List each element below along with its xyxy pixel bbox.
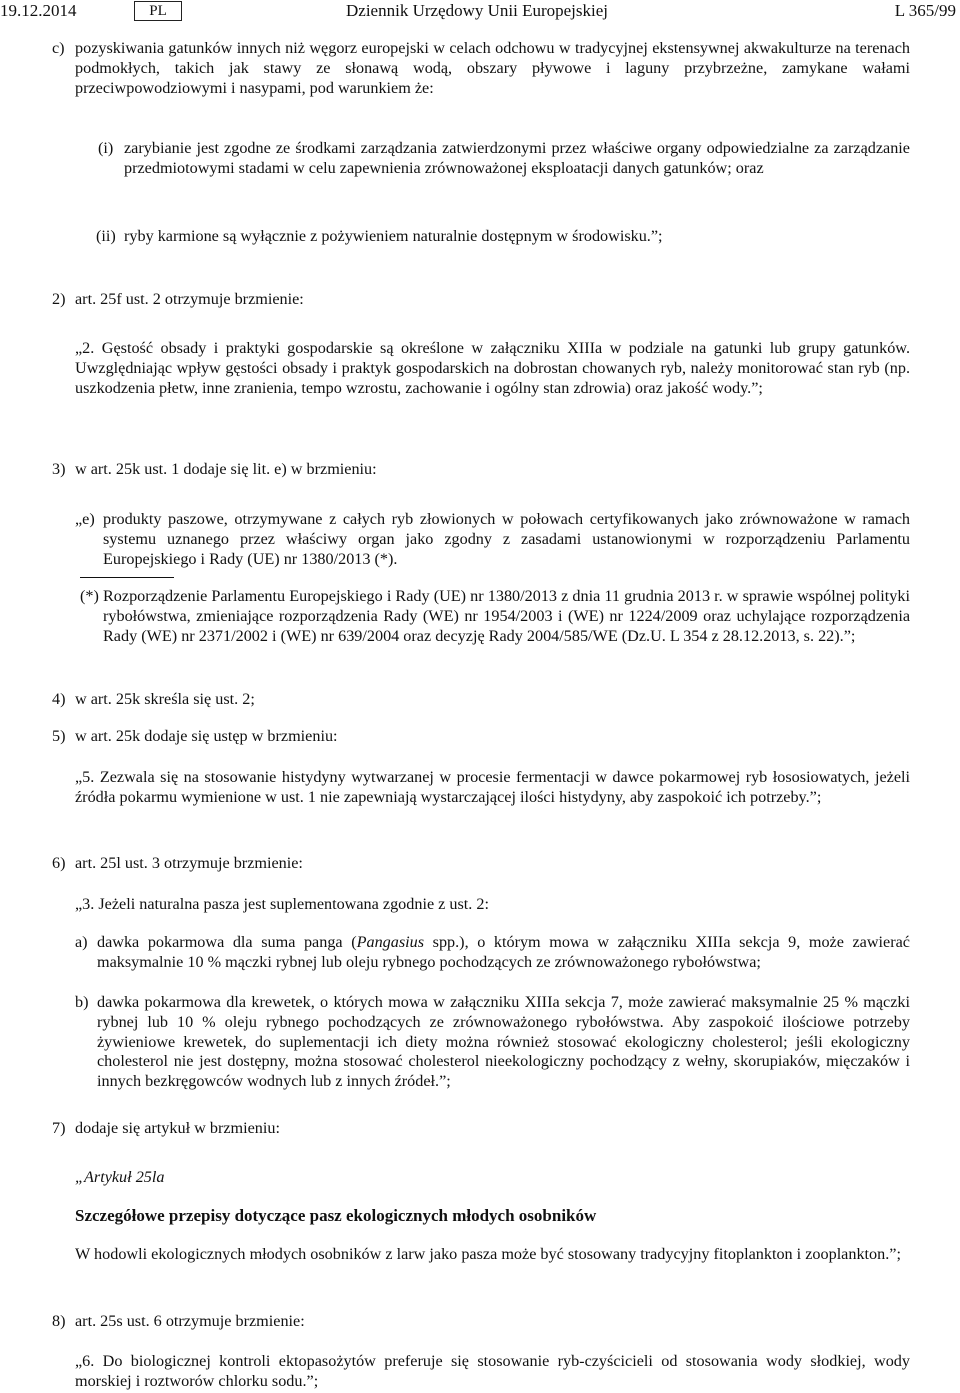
point-6-a-pre: dawka pokarmowa dla suma panga ( [97,933,357,951]
point-8-label: 8) [52,1312,66,1330]
article-body: W hodowli ekologicznych młodych osobników z larw jako pasza może być stosowany tradycyjny fitoplankton i zooplankton.”; [75,1245,901,1263]
page-header [0,0,960,24]
article-title: „Artykuł 25la [75,1168,165,1186]
publication-date: 19.12.2014 [0,1,77,20]
point-6-a-text [97,933,910,973]
point-8-quote: „6. Do biologicznej kontroli ektopasożytów preferuje się stosowanie ryb-czyścicieli od stosowania wody słodkiej, wody morskiej i roztworów chlorku sodu.”; [75,1352,910,1390]
point-6-label: 6) [52,854,66,872]
item-i-text: zarybianie jest zgodne ze środkami zarządzania zatwierdzonymi przez właściwe organy odpowiedzialne za zarządzanie przedmiotowymi stadami w celu zapewnienia zrównoważonej eksploatacji danych gatunków; oraz [124,139,910,177]
language-badge: PL [134,1,182,21]
point-5-text: w art. 25k dodaje się ustęp w brzmieniu: [75,727,338,745]
point-2-text: art. 25f ust. 2 otrzymuje brzmienie: [75,290,304,308]
footnote-text: Rozporządzenie Parlamentu Europejskiego i Rady (UE) nr 1380/2013 z dnia 11 grudnia 2013 r. w sprawie wspólnej polityki rybołówstwa, zmieniające rozporządzenia Rady (WE) nr 1954/2003 i (WE) nr 1224/2009 oraz uchylające rozporządzenia Rady (WE) nr 2371/2002 i (WE) nr 639/2004 oraz decyzję Rady 2004/585/WE (Dz.U. L 354 z 28.12.2013, s. 22).”; [103,587,910,645]
point-3-text: w art. 25k ust. 1 dodaje się lit. e) w brzmieniu: [75,460,377,478]
footnote-separator [80,577,174,578]
item-c-text: pozyskiwania gatunków innych niż węgorz europejski w celach odchowu w tradycyjnej ekstensywnej akwakulturze na terenach podmokłych, takich jak stawy ze słonawą wodą, obszary pływowe i laguny przybrzeżne, zamykane wałami przeciwpowodziowymi i nasypami, pod warunkiem że: [75,39,910,97]
point-6-quote: „3. Jeżeli naturalna pasza jest suplementowana zgodnie z ust. 2: [75,895,489,913]
item-ii-text: ryby karmione są wyłącznie z pożywieniem naturalnie dostępnym w środowisku.”; [124,227,663,245]
point-3-quote-label: „e) [75,510,95,528]
item-c-label: c) [52,39,65,57]
point-8-text: art. 25s ust. 6 otrzymuje brzmienie: [75,1312,305,1330]
point-4-label: 4) [52,690,66,708]
point-4-text: w art. 25k skreśla się ust. 2; [75,690,255,708]
point-6-a-label: a) [75,933,88,951]
point-5-quote: „5. Zezwala się na stosowanie histydyny wytwarzanej w procesie fermentacji w dawce pokarmowej ryb łososiowatych, jeżeli źródła pokarmu wymienione w ust. 1 nie zapewniają wystarczającej ilości histydyny, aby zaspokoić ich potrzeby.”; [75,768,910,806]
page-number: L 365/99 [894,1,956,20]
point-6-a-species: Pangasius [356,933,425,951]
point-2-quote: „2. Gęstość obsady i praktyki gospodarskie są określone w załączniku XIIIa w podziale na gatunki lub grupy gatunków. Uwzględniając wpływ gęstości obsady i praktyk gospodarskich na dobrostan chowanych ryb, należy monitorować stan ryb (np. uszkodzenia płetw, inne zranienia, tempo wzrostu, zachowanie i ogólny stan zdrowia) oraz jakość wody.”; [75,339,910,397]
point-6-b-text: dawka pokarmowa dla krewetek, o których mowa w załączniku XIIIa sekcja 7, może zawierać maksymalnie 25 % mączki rybnej lub 10 % oleju rybnego pochodzących ze zrównoważonego rybołówstwa. Aby zaspokoić ilościowe potrzeby żywieniowe krewetek, do suplementacji ich diety można również stosować ekologiczny cholesterol; jeśli ekologiczny cholesterol nie jest dostępny, można stosować cholesterol nieekologiczny pochodzący z wełny, skorupiaków, mięczaków i innych bezkręgowców wodnych lub z innych źródeł.”; [97,993,910,1091]
point-5-label: 5) [52,727,66,745]
point-3-quote: produkty paszowe, otrzymywane z całych ryb złowionych w połowach certyfikowanych jako zrównoważone w ramach systemu uznanego przez właściwy organ jako zgodny z zasadami ustanowionymi w rozporządzeniu Parlamentu Europejskiego i Rady (UE) nr 1380/2013 (*). [103,510,910,568]
item-i-label: (i) [98,139,114,157]
journal-title: Dziennik Urzędowy Unii Europejskiej [346,1,609,20]
point-6-text: art. 25l ust. 3 otrzymuje brzmienie: [75,854,303,872]
point-6-a-post: spp.), o którym mowa w załączniku XIIIa sekcja 9, może zawierać maksymalnie 10 % mączki rybnej lub oleju rybnego pochodzących ze zrównoważonego rybołówstwa; [97,933,910,971]
point-3-label: 3) [52,460,66,478]
item-ii-label: (ii) [96,227,116,245]
point-6-b-label: b) [75,993,89,1011]
footnote-label: (*) [80,587,99,605]
point-7-label: 7) [52,1119,66,1137]
article-heading: Szczegółowe przepisy dotyczące pasz ekologicznych młodych osobników [75,1206,597,1225]
point-7-text: dodaje się artykuł w brzmieniu: [75,1119,280,1137]
point-2-label: 2) [52,290,66,308]
